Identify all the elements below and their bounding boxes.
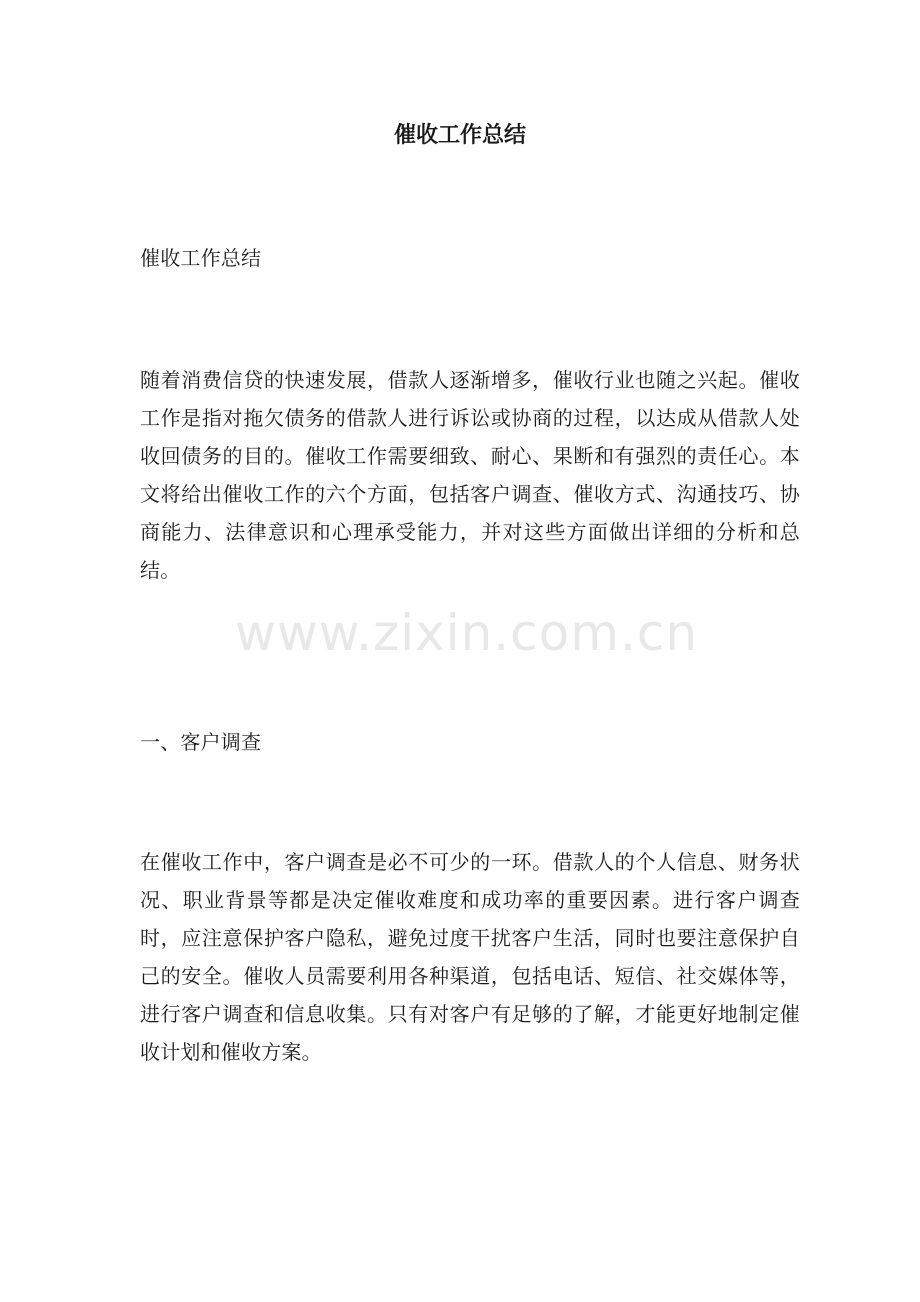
watermark: www.zixin.com.cn: [235, 604, 699, 662]
document-subtitle: 催收工作总结: [140, 246, 262, 270]
section-body-customer-investigation: 在催收工作中，客户调查是必不可少的一环。借款人的个人信息、财务状况、职业背景等都是决定催收难度和成功率的重要因素。进行客户调查时，应注意保护客户隐私，避免过度干扰客户生活，同时也要注意保护自己的安全。催收人员需要利用各种渠道，包括电话、短信、社交媒体等，进行客户调查和信息收集。只有对客户有足够的了解，才能更好地制定催收计划和催收方案。: [140, 850, 800, 1064]
document-title: 催收工作总结: [393, 123, 526, 148]
intro-paragraph: 随着消费信贷的快速发展，借款人逐渐增多，催收行业也随之兴起。催收工作是指对拖欠债务的借款人进行诉讼或协商的过程，以达成从借款人处收回债务的目的。催收工作需要细致、耐心、果断和有强烈的责任心。本文将给出催收工作的六个方面，包括客户调查、催收方式、沟通技巧、协商能力、法律意识和心理承受能力，并对这些方面做出详细的分析和总结。: [140, 368, 800, 582]
section-heading-customer-investigation: 一、客户调查: [140, 730, 262, 754]
